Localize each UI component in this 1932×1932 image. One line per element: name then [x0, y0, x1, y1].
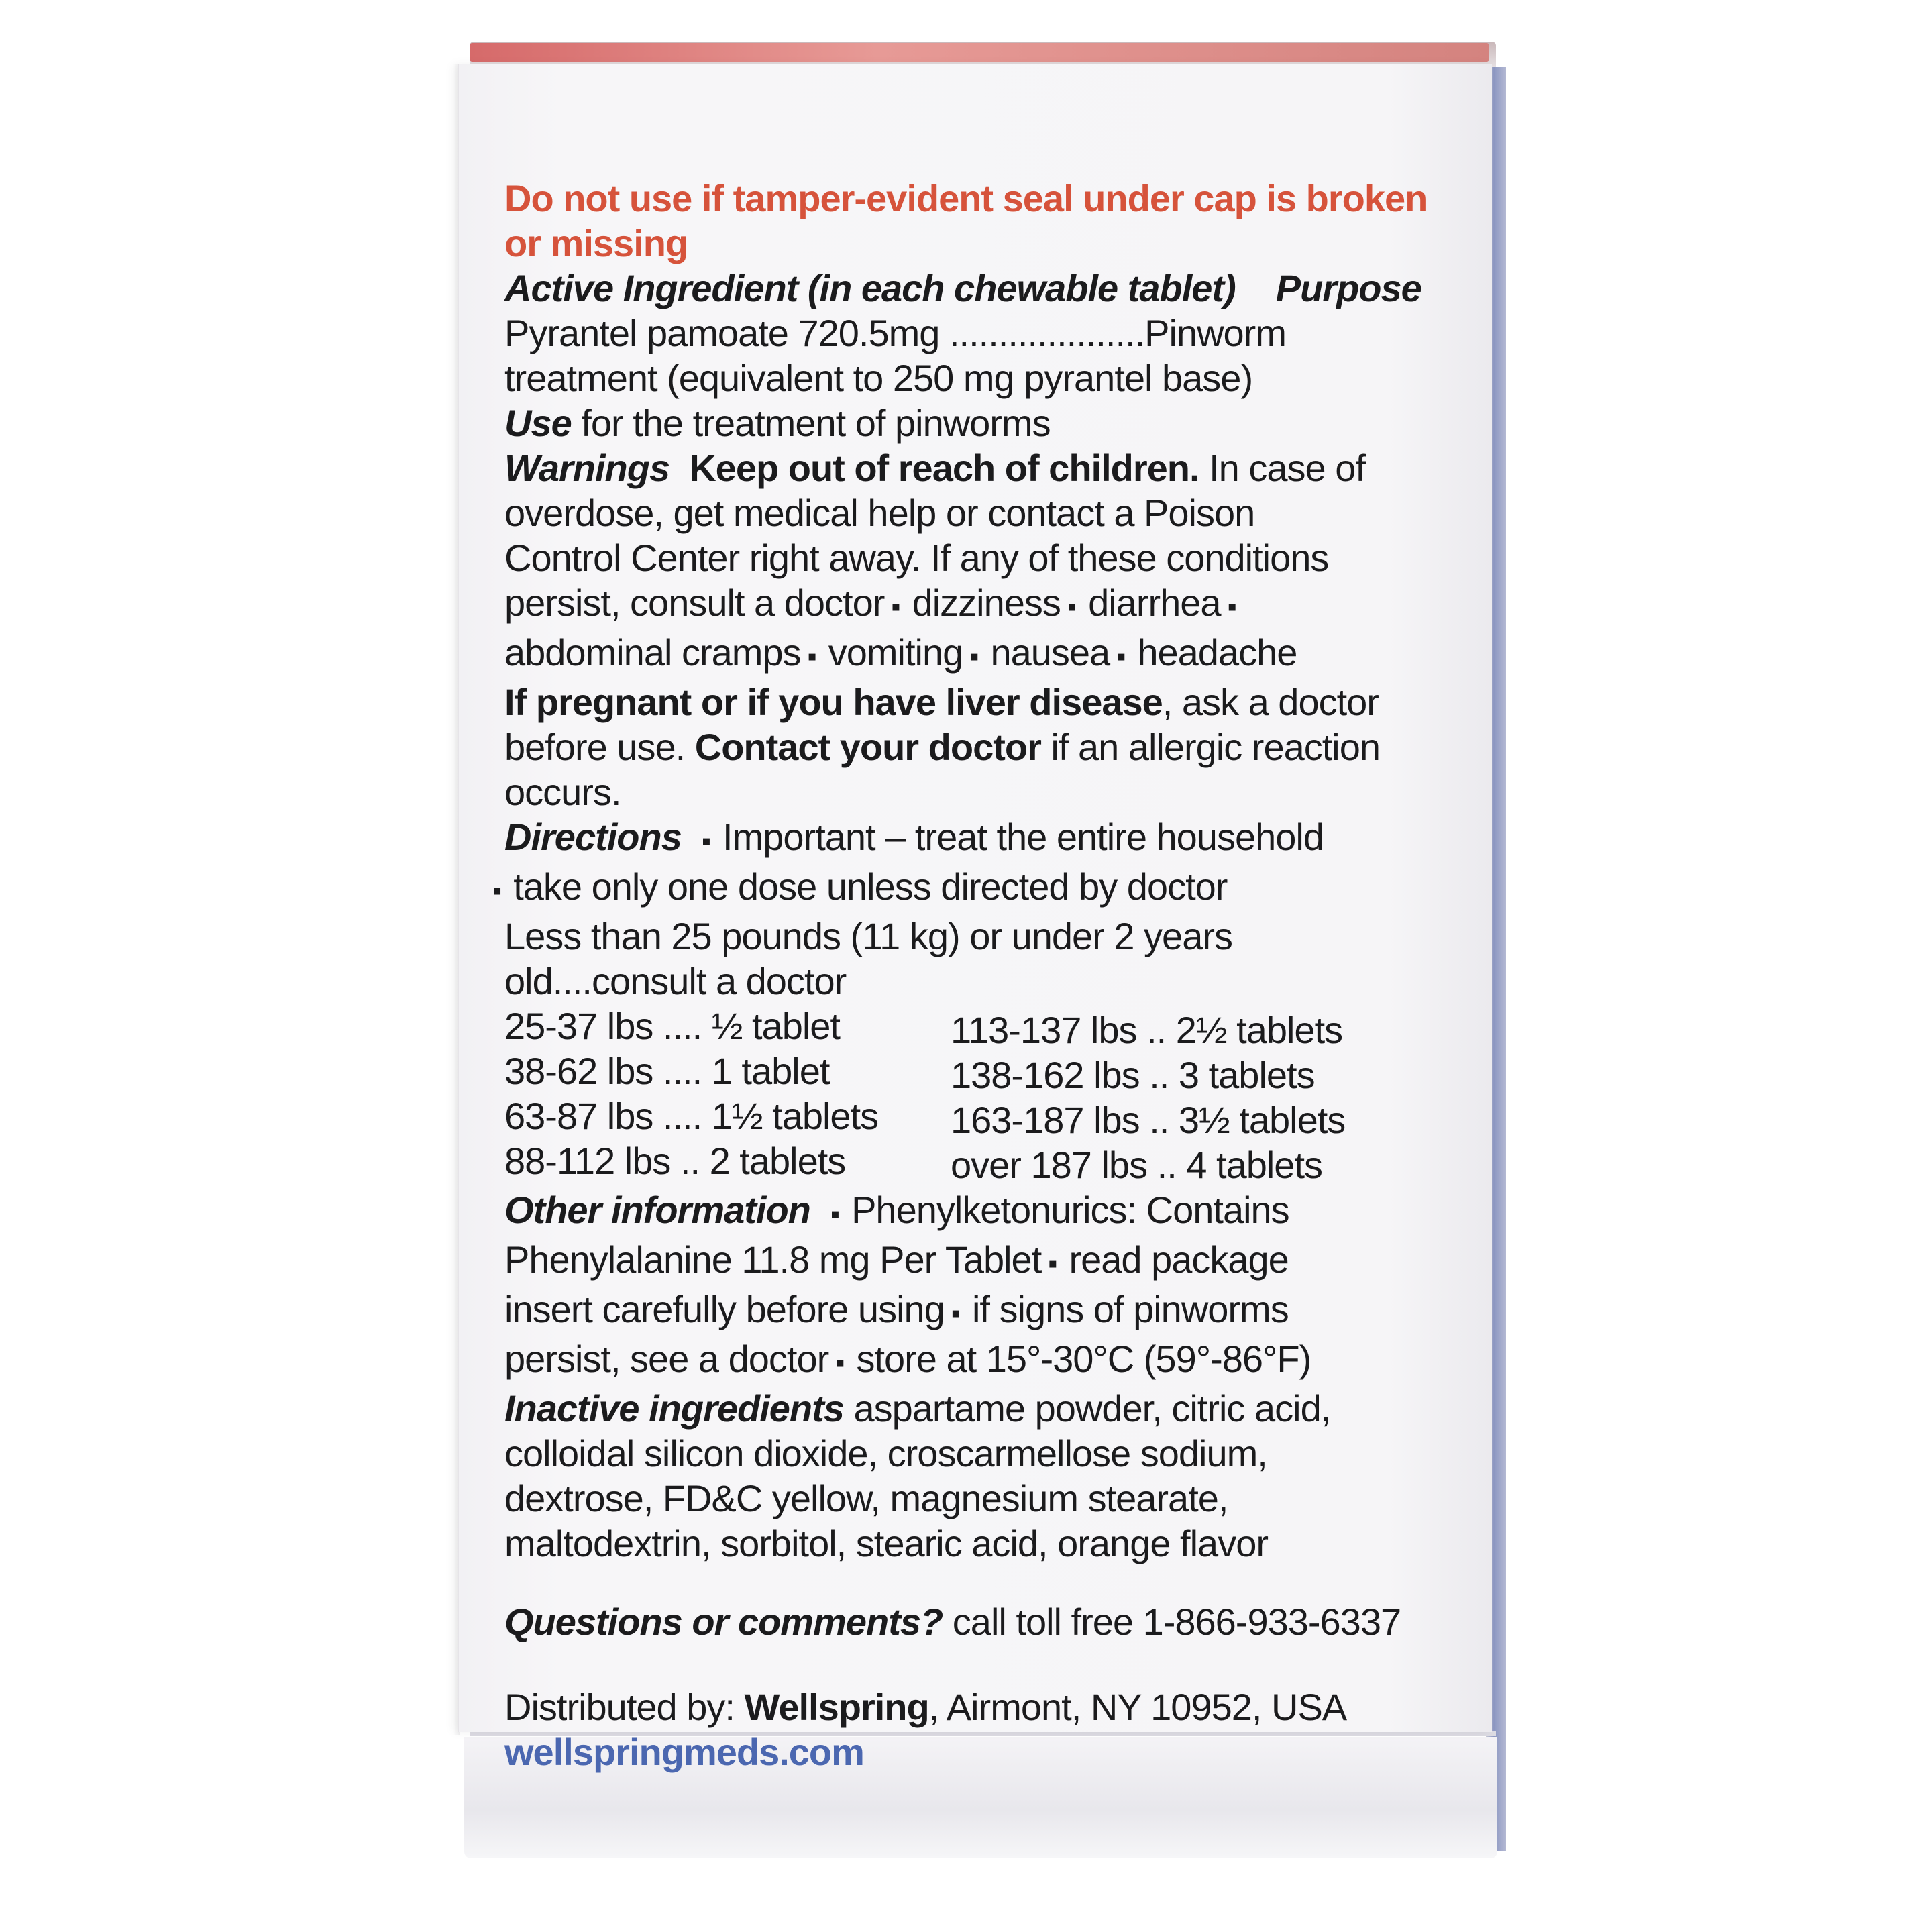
- directions-item-2: ▪ take only one dose unless directed by doctor: [486, 865, 1227, 908]
- other-info-row-4: [504, 1336, 1457, 1386]
- questions-row: [504, 1599, 1457, 1644]
- inactive-line-1: aspartame powder, citric acid,: [843, 1387, 1331, 1430]
- purpose-heading: Purpose: [1275, 267, 1421, 309]
- warnings-line-2: overdose, get medical help or contact a Poison: [504, 492, 1255, 534]
- dose-row: 163-187 lbs .. 3½ tablets: [951, 1099, 1346, 1141]
- distributor-name: Wellspring: [744, 1686, 929, 1728]
- inactive-line-3: dextrose, FD&C yellow, magnesium stearate,: [504, 1477, 1228, 1519]
- active-ingredient-line-2: treatment (equivalent to 250 mg pyrantel base): [504, 357, 1253, 399]
- other-info-row-2: [504, 1237, 1457, 1287]
- warnings-heading: Warnings: [504, 447, 670, 489]
- warnings-line-1-rest: In case of: [1199, 447, 1365, 489]
- pregnant-row: [504, 680, 1457, 724]
- inactive-line-4: maltodextrin, sorbitol, stearic acid, orange flavor: [504, 1522, 1268, 1564]
- dose-row: 138-162 lbs .. 3 tablets: [951, 1054, 1315, 1096]
- other-info-item-2b: insert carefully before using: [504, 1288, 945, 1330]
- before-use: before use.: [504, 726, 695, 768]
- dose-row: 38-62 lbs .... 1 tablet: [504, 1050, 830, 1092]
- dose-row: 63-87 lbs .... 1½ tablets: [504, 1095, 879, 1137]
- directions-item-1: ▪ Important – treat the entire household: [695, 816, 1324, 858]
- distributor-row: [504, 1684, 1457, 1729]
- inactive-row-1: [504, 1386, 1457, 1431]
- symptom-diarrhea: ▪ diarrhea: [1061, 582, 1221, 624]
- box-top-red-flap: [470, 43, 1489, 62]
- drug-facts-label: [504, 176, 1457, 1774]
- website-link[interactable]: wellspringmeds.com: [504, 1731, 864, 1773]
- trailing-bullet: [1221, 582, 1248, 624]
- use-text: for the treatment of pinworms: [571, 402, 1051, 444]
- tamper-warning-line-2: or missing: [504, 222, 688, 264]
- other-info-item-1a: ▪ Phenylketonurics: Contains: [824, 1189, 1289, 1231]
- other-info-row-1: [504, 1187, 1457, 1237]
- other-info-row-3: [504, 1287, 1457, 1336]
- dosing-table: [504, 1004, 1457, 1187]
- symptom-nausea: ▪ nausea: [963, 631, 1110, 674]
- tamper-warning-line-1: Do not use if tamper-evident seal under cap is broken: [504, 177, 1428, 219]
- dose-row: 113-137 lbs .. 2½ tablets: [951, 1009, 1343, 1051]
- pregnant-bold: If pregnant or if you have liver disease: [504, 681, 1163, 723]
- dosing-column-left: [504, 1004, 951, 1187]
- inactive-line-2: colloidal silicon dioxide, croscarmellose sodium,: [504, 1432, 1267, 1474]
- symptom-headache: ▪ headache: [1110, 631, 1297, 674]
- use-heading: Use: [504, 402, 572, 444]
- questions-heading: Questions or comments?: [504, 1601, 943, 1643]
- use-row: [504, 400, 1457, 445]
- other-info-item-4: ▪ store at 15°-30°C (59°-86°F): [828, 1338, 1311, 1380]
- distributor-address: , Airmont, NY 10952, USA: [928, 1686, 1347, 1728]
- dose-row: over 187 lbs .. 4 tablets: [951, 1144, 1323, 1186]
- active-ingredient-heading-row: [504, 266, 1457, 311]
- warnings-line-3: Control Center right away. If any of these conditions: [504, 537, 1329, 579]
- other-info-item-1b: Phenylalanine 11.8 mg Per Tablet: [504, 1238, 1042, 1281]
- distributor-prefix: Distributed by:: [504, 1686, 745, 1728]
- active-ingredient-heading: Active Ingredient (in each chewable tablet): [504, 267, 1236, 309]
- warnings-row-5: [504, 630, 1457, 680]
- questions-text: call toll free 1-866-933-6337: [943, 1601, 1401, 1643]
- symptom-vomiting: ▪ vomiting: [801, 631, 963, 674]
- dosing-column-right: [951, 1004, 1447, 1187]
- active-ingredient-line-1: Pyrantel pamoate 720.5mg ....................Pinworm: [504, 312, 1286, 354]
- inactive-heading: Inactive ingredients: [504, 1387, 844, 1430]
- occurs-line: occurs.: [504, 771, 621, 813]
- symptom-dizziness: ▪ dizziness: [884, 582, 1061, 624]
- pregnant-rest: , ask a doctor: [1162, 681, 1379, 723]
- directions-row-1: [504, 814, 1457, 864]
- other-info-heading: Other information: [504, 1189, 810, 1231]
- keep-out-of-reach: Keep out of reach of children.: [689, 447, 1199, 489]
- warnings-row-1: [504, 445, 1457, 490]
- dose-row: 25-37 lbs .... ½ tablet: [504, 1005, 840, 1047]
- contact-doctor-bold: Contact your doctor: [694, 726, 1041, 768]
- dose-row: 88-112 lbs .. 2 tablets: [504, 1140, 846, 1182]
- directions-heading: Directions: [504, 816, 682, 858]
- under-25-line-1: Less than 25 pounds (11 kg) or under 2 years: [504, 915, 1232, 957]
- other-info-item-2a: ▪ read package: [1041, 1238, 1289, 1281]
- contact-rest: if an allergic reaction: [1040, 726, 1381, 768]
- warnings-row-4: [504, 580, 1457, 630]
- warnings-line-4: persist, consult a doctor: [504, 582, 885, 624]
- symptom-abdominal-cramps: abdominal cramps: [504, 631, 801, 674]
- under-25-line-2: old....consult a doctor: [504, 960, 847, 1002]
- other-info-item-3b: persist, see a doctor: [504, 1338, 829, 1380]
- directions-row-2: [504, 864, 1457, 914]
- other-info-item-3a: ▪ if signs of pinworms: [945, 1288, 1289, 1330]
- contact-row: [504, 724, 1457, 769]
